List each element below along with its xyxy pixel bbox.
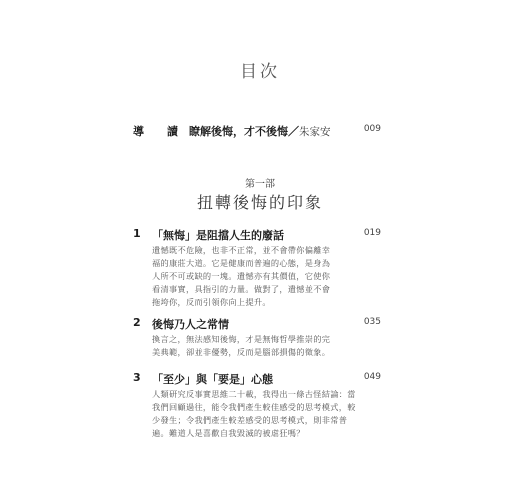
chapter-number: 3	[133, 371, 141, 384]
page-title: 目次	[240, 62, 280, 82]
intro-title: 瞭解後悔，才不後悔／	[189, 125, 299, 138]
chapter-description: 換言之，無法感知後悔，才是無悔哲學推崇的完美典範，卻並非優勢，反而是腦部損傷的徵象。	[152, 334, 331, 357]
intro-author: 朱家安	[299, 126, 331, 138]
chapter-number: 2	[133, 316, 141, 329]
chapter-description: 遺憾既不危險，也非不正常，並不會帶你偏離幸福的康莊大道。它是健康而普遍的心態，是身為人所不可或缺的一塊。遺憾亦有其價值，它使你看清事實，具指引的力量。做對了，遺憾並不會拖垮你，反而引領你向上提升。	[152, 245, 331, 307]
chapter-description: 人類研究反事實思維二十載，我得出一條古怪結論：當我們回顧過往，能令我們產生較佳感受的思考模式，較少發生；令我們產生較差感受的思考模式，則非常普遍。難道人是喜歡自我毀滅的被虐狂嗎？	[152, 389, 356, 438]
chapter-title: 「無悔」是阻擋人生的廢話	[152, 229, 284, 242]
chapter-number: 1	[133, 227, 141, 240]
intro-page-number: 009	[363, 124, 381, 134]
part-label: 第一部	[245, 179, 275, 190]
chapter-title: 後悔乃人之常情	[152, 318, 229, 331]
chapter-title: 「至少」與「要是」心態	[152, 373, 273, 386]
intro-title-line	[189, 123, 331, 139]
chapter-page-number: 019	[363, 228, 381, 238]
part-title: 扭轉後悔的印象	[196, 193, 323, 212]
chapter-page-number: 035	[363, 317, 381, 327]
intro-tag: 導 讀	[133, 125, 184, 138]
intro-entry	[133, 123, 381, 141]
chapter-page-number: 049	[363, 372, 381, 382]
